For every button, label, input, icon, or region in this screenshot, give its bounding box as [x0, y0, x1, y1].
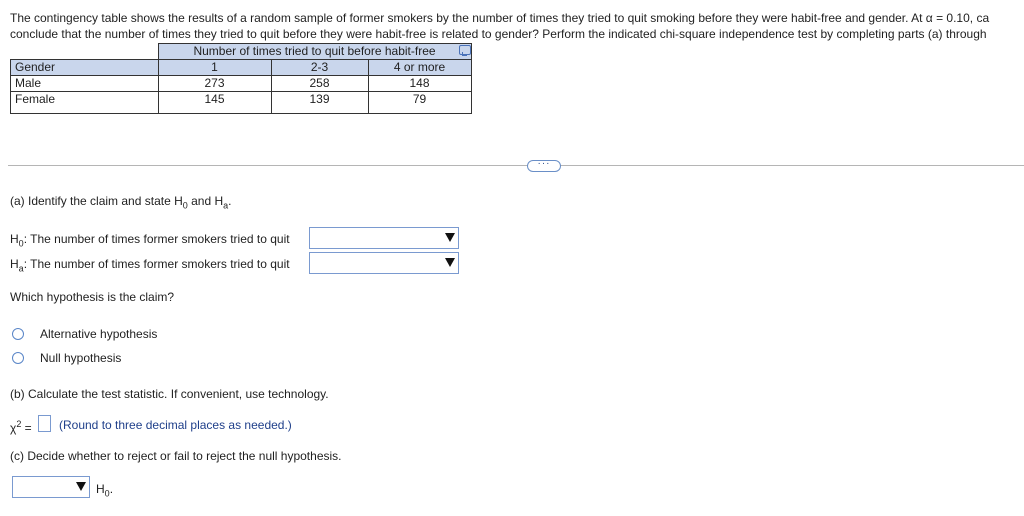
h0-statement: $H_0$: The number of times former smokers tried to quit [10, 232, 290, 249]
problem-line-1: The contingency table shows the results of a random sample of former smokers by the number of times they tried to quit smoking before they were habit-free and gender. At α = 0.10, ca [10, 11, 990, 25]
h0-decision-label: $H_0$. [96, 482, 114, 499]
radio-label[interactable]: Null hypothesis [40, 351, 122, 365]
part-b-prompt: (b) Calculate the test statistic. If convenient, use technology. [10, 387, 329, 401]
claim-question: Which hypothesis is the claim? [10, 290, 175, 304]
table-col-header: 1 [158, 60, 271, 76]
radio-null-hypothesis[interactable] [12, 352, 24, 364]
radio-alternative-hypothesis[interactable] [12, 328, 24, 340]
section-divider [8, 165, 1024, 166]
more-options-button[interactable]: ··· [527, 160, 561, 172]
problem-line-2: conclude that the number of times they tried to quit before they were habit-free is related to gender? Perform the indicated chi-square independence test by completing parts (a) through [10, 27, 987, 41]
table-cell: 79 [368, 92, 471, 114]
table-cell: 145 [158, 92, 271, 114]
table-group-header: Number of times tried to quit before habit-free [158, 44, 471, 60]
table-row-label: Male [11, 76, 159, 92]
problem-statement [10, 10, 989, 42]
part-a-prompt: (a) Identify the claim and state $H_0$ and $H_a$. [10, 194, 232, 211]
part-c-prompt: (c) Decide whether to reject or fail to reject the null hypothesis. [10, 449, 342, 463]
table-row [11, 76, 472, 92]
h0-dropdown[interactable] [309, 227, 459, 249]
reject-decision-dropdown[interactable] [12, 476, 90, 498]
table-cell: 273 [158, 76, 271, 92]
table-col-header: 4 or more [368, 60, 471, 76]
table-row-header: Gender [11, 60, 159, 76]
table-cell: 148 [368, 76, 471, 92]
ha-dropdown[interactable] [309, 252, 459, 274]
table-cell: 258 [271, 76, 368, 92]
chi-square-label: $\chi^2$ = [10, 419, 32, 435]
table-cell: 139 [271, 92, 368, 114]
table-row-label: Female [11, 92, 159, 114]
chevron-down-icon [445, 233, 455, 242]
table-row [11, 92, 472, 114]
table-corner [11, 44, 159, 60]
contingency-table [10, 43, 472, 114]
table-col-header: 2-3 [271, 60, 368, 76]
radio-label[interactable]: Alternative hypothesis [40, 327, 158, 341]
chi-square-input[interactable] [38, 415, 51, 432]
copy-table-icon[interactable] [459, 45, 471, 55]
rounding-hint: (Round to three decimal places as needed.) [59, 418, 292, 432]
ha-statement: $H_a$: The number of times former smokers tried to quit [10, 257, 290, 274]
chevron-down-icon [76, 482, 86, 491]
chevron-down-icon [445, 258, 455, 267]
